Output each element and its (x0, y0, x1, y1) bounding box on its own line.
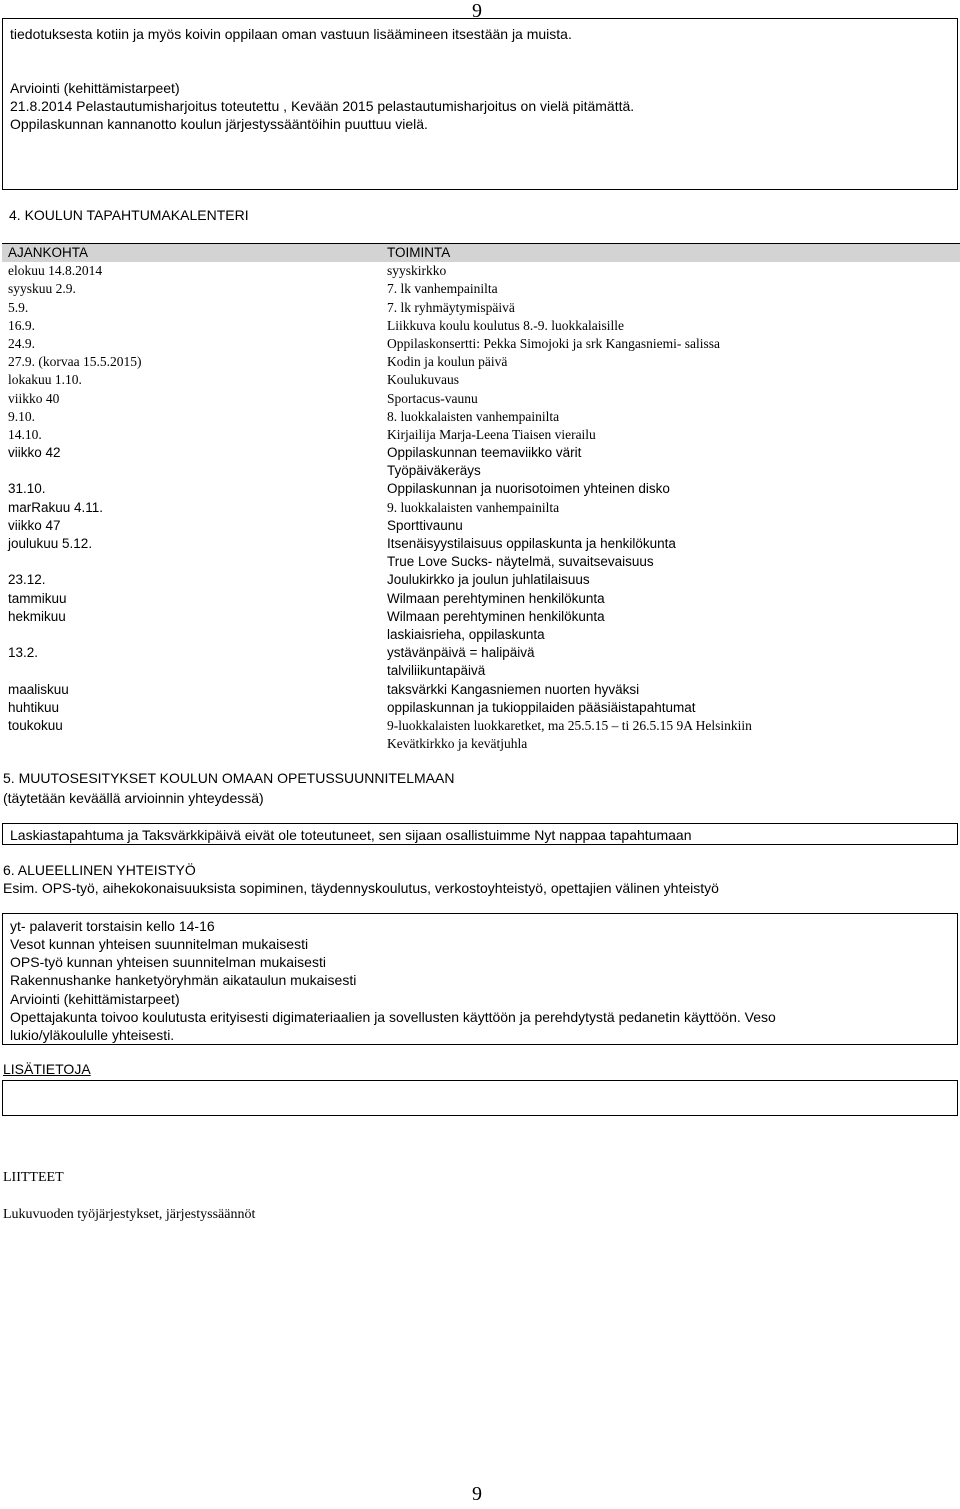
calendar-action: Sporttivaunu (387, 517, 463, 533)
calendar-action: Oppilaskonsertti: Pekka Simojoki ja srk Kangasniemi- salissa (387, 335, 720, 351)
calendar-time: viikko 47 (8, 517, 61, 533)
top-box (2, 18, 958, 190)
calendar-action: 9-luokkalaisten luokkaretket, ma 25.5.15 – ti 26.5.15 9A Helsinkiin (387, 717, 752, 733)
col-header-action: TOIMINTA (381, 244, 960, 263)
calendar-time: huhtikuu (8, 699, 60, 715)
page-number-top: 9 (472, 0, 482, 22)
calendar-row (2, 535, 960, 553)
calendar-action: syyskirkko (387, 263, 447, 279)
calendar-action: Wilmaan perehtyminen henkilökunta (387, 608, 605, 624)
calendar-time: 31.10. (8, 481, 46, 497)
calendar-row (2, 317, 960, 335)
calendar-action: Itsenäisyystilaisuus oppilaskunta ja henkilökunta (387, 536, 676, 551)
calendar-time: 5.9. (8, 299, 29, 315)
calendar-row (2, 590, 960, 608)
section-6-line: Arviointi (kehittämistarpeet) (10, 991, 180, 1007)
calendar-time: tammikuu (8, 590, 67, 606)
calendar-row (2, 353, 960, 371)
calendar-action: 7. lk ryhmäytymispäivä (387, 299, 515, 315)
calendar-row (2, 408, 960, 426)
calendar-time (2, 626, 381, 644)
calendar-row (2, 681, 960, 699)
top-box-line-3: Oppilaskunnan kannanotto koulun järjestyssääntöihin puuttuu vielä. (10, 116, 428, 132)
section-6-line: Vesot kunnan yhteisen suunnitelman mukaisesti (10, 936, 309, 952)
calendar-row (2, 480, 960, 498)
calendar-row (2, 444, 960, 462)
calendar-time: 27.9. (korvaa 15.5.2015) (8, 354, 142, 370)
calendar-time: viikko 42 (8, 445, 61, 461)
calendar-time: 24.9. (8, 335, 35, 351)
calendar-time (2, 462, 381, 480)
section-6-title: 6. ALUEELLINEN YHTEISTYÖ (3, 862, 196, 878)
calendar-row (2, 499, 960, 517)
calendar-time: maaliskuu (8, 681, 69, 697)
calendar-action: Kevätkirkko ja kevätjuhla (387, 736, 528, 752)
calendar-action: Wilmaan perehtyminen henkilökunta (387, 590, 605, 606)
calendar-row (2, 280, 960, 298)
calendar-action: 7. lk vanhempainilta (387, 281, 498, 297)
calendar-table (2, 243, 960, 753)
calendar-time: 23.12. (8, 572, 46, 588)
calendar-action: Kodin ja koulun päivä (387, 354, 508, 370)
page-number-bottom: 9 (472, 1483, 482, 1505)
calendar-action: Koulukuvaus (387, 372, 459, 388)
section-6-line: lukio/yläkoululle yhteisesti. (10, 1027, 175, 1043)
calendar-action: Työpäiväkeräys (387, 463, 481, 479)
calendar-time: viikko 40 (8, 390, 60, 406)
calendar-time: 16.9. (8, 317, 35, 333)
section-4-title: 4. KOULUN TAPAHTUMAKALENTERI (9, 207, 249, 223)
section-6-box (2, 913, 958, 1045)
section-6-line: OPS-työ kunnan yhteisen suunnitelman mukaisesti (10, 954, 326, 970)
calendar-action: taksvärkki Kangasniemen nuorten hyväksi (387, 681, 640, 697)
section-6-subtitle: Esim. OPS-työ, aihekokonaisuuksista sopiminen, täydennyskoulutus, verkostoyhteistyö, opettajien välinen yhteistyö (3, 880, 719, 896)
assessment-heading: Arviointi (kehittämistarpeet) (10, 80, 180, 96)
calendar-row (2, 553, 960, 571)
section-6-line: yt- palaverit torstaisin kello 14-16 (10, 918, 215, 934)
calendar-action: talviliikuntapäivä (387, 663, 486, 679)
calendar-time: hekmikuu (8, 608, 66, 624)
calendar-time (2, 553, 381, 571)
calendar-row (2, 390, 960, 408)
calendar-time: 9.10. (8, 408, 35, 424)
calendar-row (2, 699, 960, 717)
calendar-row (2, 571, 960, 589)
calendar-time: 14.10. (8, 426, 42, 442)
col-header-time: AJANKOHTA (2, 244, 381, 263)
calendar-action: 9. luokkalaisten vanhempainilta (387, 499, 560, 515)
calendar-row (2, 735, 960, 753)
calendar-time (2, 662, 381, 680)
calendar-row (2, 462, 960, 480)
calendar-action: True Love Sucks- näytelmä, suvaitsevaisuus (387, 554, 654, 570)
calendar-row (2, 717, 960, 735)
calendar-time: marRakuu 4.11. (8, 499, 104, 515)
calendar-action: oppilaskunnan ja tukioppilaiden pääsiäistapahtumat (387, 699, 696, 715)
calendar-row (2, 608, 960, 626)
calendar-time (2, 735, 381, 753)
calendar-action: ystävänpäivä = halipäivä (387, 645, 535, 661)
calendar-row (2, 371, 960, 389)
top-box-line-1: tiedotuksesta kotiin ja myös koivin oppilaan oman vastuun lisäämineen itsestään ja muista. (10, 26, 572, 42)
top-box-line-2: 21.8.2014 Pelastautumisharjoitus toteutettu , Kevään 2015 pelastautumisharjoitus on vielä pitämättä. (10, 98, 635, 114)
calendar-action: Kirjailija Marja-Leena Tiaisen vierailu (387, 426, 596, 442)
section-6-line: Opettajakunta toivoo koulutusta erityisesti digimateriaalien ja sovellusten käyttöön ja perehdytystä pedanetin käyttöön. Veso (10, 1009, 776, 1025)
calendar-time: toukokuu (8, 717, 63, 733)
liitteet-heading: LIITTEET (3, 1170, 64, 1185)
calendar-row (2, 626, 960, 644)
calendar-header-row (2, 244, 960, 263)
calendar-action: laskiaisrieha, oppilaskunta (387, 626, 545, 642)
lisatietoja-heading: LISÄTIETOJA (3, 1061, 91, 1077)
calendar-action: 8. luokkalaisten vanhempainilta (387, 408, 560, 424)
calendar-row (2, 335, 960, 353)
calendar-time: syyskuu 2.9. (8, 281, 76, 297)
calendar-time: elokuu 14.8.2014 (8, 263, 103, 279)
calendar-time: joulukuu 5.12. (8, 536, 93, 551)
calendar-row (2, 517, 960, 535)
lisatietoja-box (2, 1080, 958, 1116)
section-5-box (2, 823, 958, 845)
section-6-line: Rakennushanke hanketyöryhmän aikataulun mukaisesti (10, 972, 357, 988)
calendar-row (2, 262, 960, 280)
calendar-row (2, 299, 960, 317)
calendar-row (2, 662, 960, 680)
calendar-action: Oppilaskunnan ja nuorisotoimen yhteinen disko (387, 481, 670, 497)
calendar-time: lokakuu 1.10. (8, 372, 82, 388)
calendar-action: Sportacus-vaunu (387, 390, 478, 406)
section-5-box-text: Laskiastapahtuma ja Taksvärkkipäivä eivät ole toteutuneet, sen sijaan osallistuimme Nyt nappaa tapahtumaan (10, 827, 692, 843)
calendar-row (2, 426, 960, 444)
calendar-action: Joulukirkko ja joulun juhlatilaisuus (387, 572, 590, 588)
calendar-row (2, 644, 960, 662)
calendar-time: 13.2. (8, 645, 39, 661)
section-5-subtitle: (täytetään keväällä arvioinnin yhteydessä) (3, 790, 264, 806)
calendar-action: Liikkuva koulu koulutus 8.-9. luokkalaisille (387, 317, 624, 333)
liitteet-item: Lukuvuoden työjärjestykset, järjestyssäännöt (3, 1207, 256, 1222)
calendar-action: Oppilaskunnan teemaviikko värit (387, 445, 582, 461)
section-5-title: 5. MUUTOSESITYKSET KOULUN OMAAN OPETUSSUUNNITELMAAN (3, 770, 455, 786)
